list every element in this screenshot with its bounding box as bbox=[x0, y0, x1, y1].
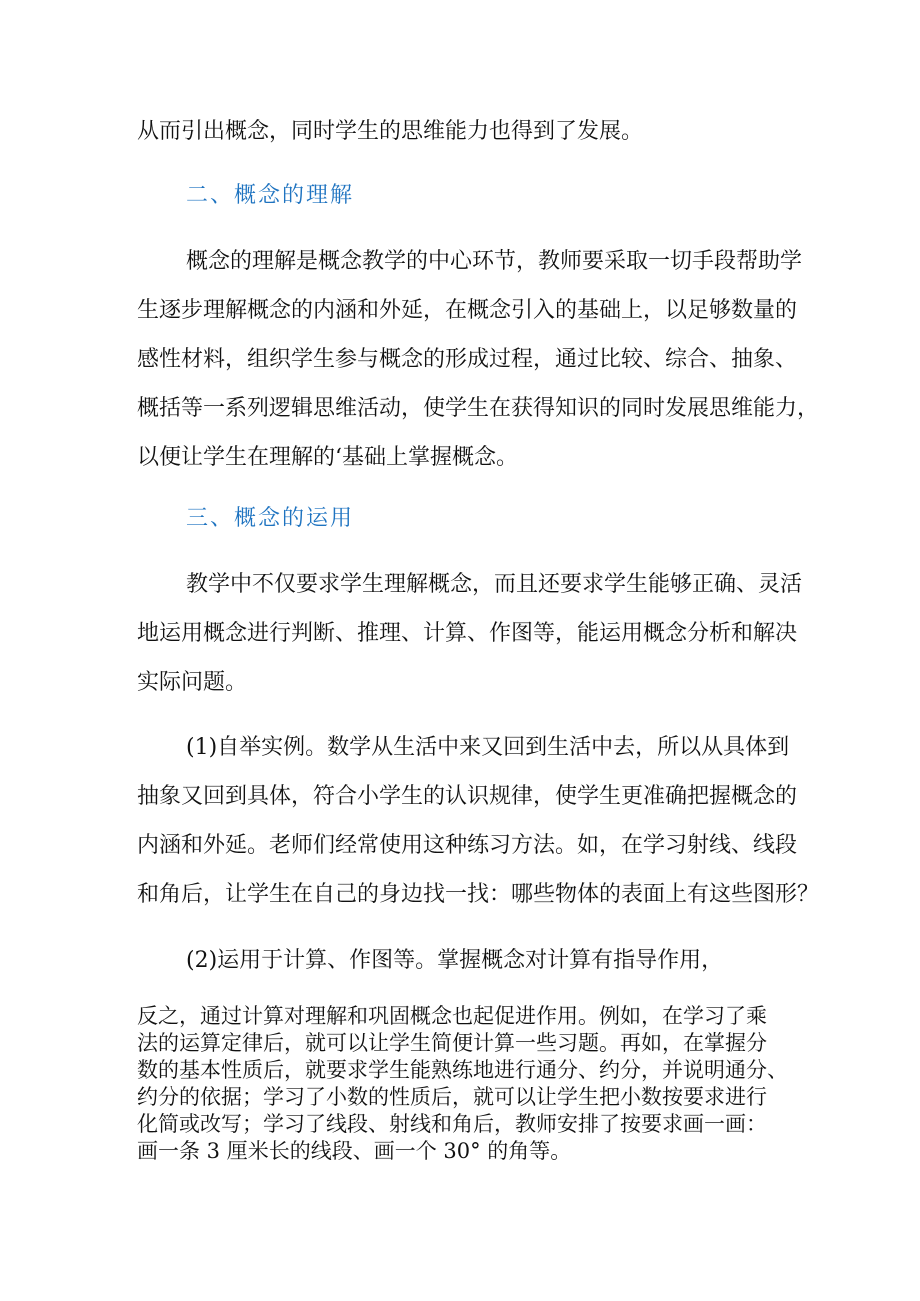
paragraph-line: 以便让学生在理解的‘基础上掌握概念。 bbox=[137, 445, 518, 470]
paragraph-line: 概念的理解是概念教学的中心环节，教师要采取一切手段帮助学 bbox=[186, 249, 803, 274]
paragraph-line: 从而引出概念，同时学生的思维能力也得到了发展。 bbox=[137, 119, 644, 144]
paragraph-line: (2)运用于计算、作图等。掌握概念对计算有指导作用， bbox=[186, 948, 724, 973]
paragraph-line: 约分的依据；学习了小数的性质后，就可以让学生把小数按要求进行 bbox=[137, 1085, 767, 1109]
paragraph-line: 生逐步理解概念的内涵和外延，在概念引入的基础上，以足够数量的 bbox=[137, 298, 798, 323]
paragraph-line: 实际问题。 bbox=[137, 670, 248, 695]
paragraph-line: 和角后，让学生在自己的身边找一找：哪些物体的表面上有这些图形？ bbox=[137, 882, 820, 907]
paragraph-line: 画一条 3 厘米长的线段、画一个 30° 的角等。 bbox=[137, 1139, 572, 1163]
paragraph-line: 化简或改写；学习了线段、射线和角后，教师安排了按要求画一画： bbox=[137, 1112, 767, 1136]
paragraph-line: (1)自举实例。数学从生活中来又回到生活中去，所以从具体到 bbox=[186, 735, 790, 760]
section-heading: 三、概念的运用 bbox=[186, 506, 355, 531]
paragraph-line: 数的基本性质后，就要求学生能熟练地进行通分、约分，并说明通分、 bbox=[137, 1058, 788, 1082]
paragraph-line: 反之，通过计算对理解和巩固概念也起促进作用。例如，在学习了乘 bbox=[137, 1004, 767, 1028]
paragraph-line: 地运用概念进行判断、推理、计算、作图等，能运用概念分析和解决 bbox=[137, 621, 798, 646]
paragraph-line: 内涵和外延。老师们经常使用这种练习方法。如，在学习射线、线段 bbox=[137, 833, 798, 858]
paragraph-line: 法的运算定律后，就可以让学生简便计算一些习题。再如，在掌握分 bbox=[137, 1031, 767, 1055]
paragraph-line: 抽象又回到具体，符合小学生的认识规律，使学生更准确把握概念的 bbox=[137, 784, 798, 809]
section-heading: 二、概念的理解 bbox=[186, 183, 355, 208]
paragraph-line: 概括等一系列逻辑思维活动，使学生在获得知识的同时发展思维能力， bbox=[137, 396, 820, 421]
paragraph-line: 感性材料，组织学生参与概念的形成过程，通过比较、综合、抽象、 bbox=[137, 347, 798, 372]
paragraph-line: 教学中不仅要求学生理解概念，而且还要求学生能够正确、灵活 bbox=[186, 572, 803, 597]
